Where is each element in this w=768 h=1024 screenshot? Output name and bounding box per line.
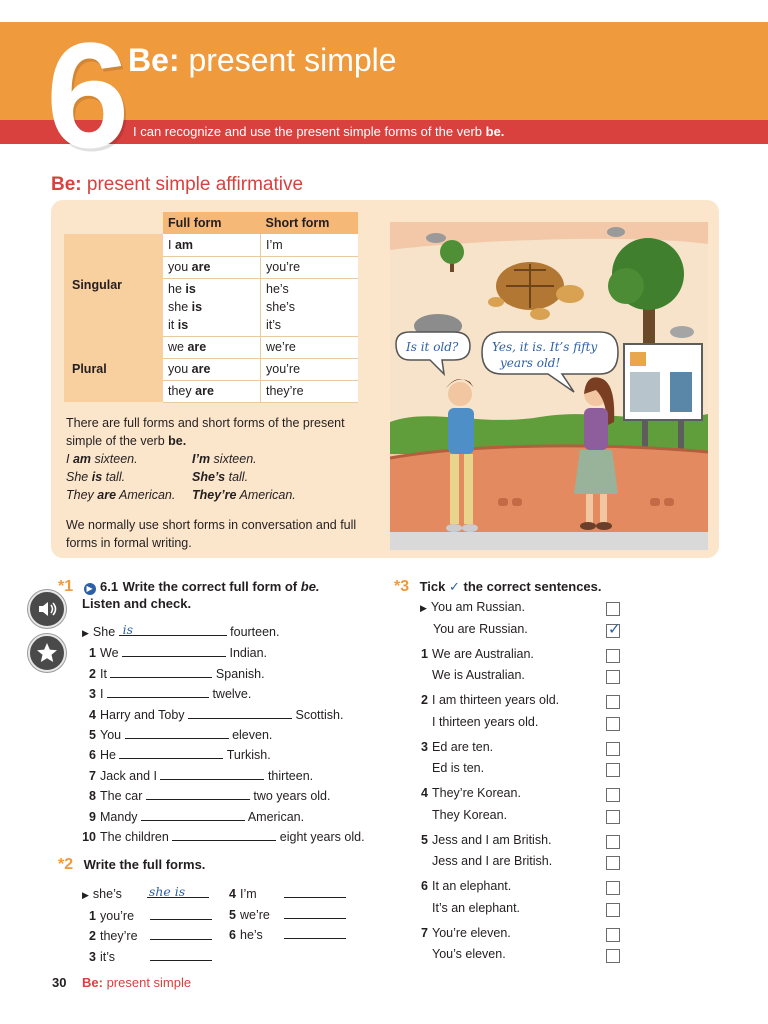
sentence-text: You are Russian. bbox=[433, 621, 528, 636]
grammar-table bbox=[64, 212, 358, 403]
example-marker-icon: ▶ bbox=[420, 603, 427, 613]
full-form-cell: he is she is it is bbox=[163, 278, 261, 336]
list-item bbox=[420, 854, 552, 868]
full-form-cell: we are bbox=[163, 336, 261, 358]
list-item bbox=[420, 668, 525, 682]
extra-practice-button[interactable] bbox=[28, 634, 66, 672]
list-item: ▶ she’s she is bbox=[82, 884, 212, 906]
sentence-text: They Korean. bbox=[432, 807, 508, 822]
tick-checkbox[interactable] bbox=[606, 670, 620, 684]
list-item: 3 it’s bbox=[82, 947, 212, 968]
tick-checkbox[interactable] bbox=[606, 763, 620, 777]
answer-line[interactable] bbox=[107, 685, 209, 698]
sentence-text: You’s eleven. bbox=[432, 947, 506, 961]
list-item: 2 It Spanish. bbox=[89, 666, 265, 681]
answer-line[interactable] bbox=[188, 706, 292, 719]
list-item bbox=[420, 947, 506, 961]
answer-line[interactable] bbox=[150, 907, 212, 920]
list-item: 9 Mandy American. bbox=[89, 809, 305, 824]
list-item: 7 Jack and I thirteen. bbox=[89, 768, 314, 783]
answer-line[interactable] bbox=[110, 665, 212, 678]
answer-line[interactable] bbox=[172, 828, 276, 841]
tick-checkbox[interactable] bbox=[606, 810, 620, 824]
answer-line[interactable] bbox=[125, 726, 229, 739]
sentence-text: Ed is ten. bbox=[432, 761, 485, 775]
difficulty-star-icon: * bbox=[58, 578, 65, 595]
bubble-right-text-1: Yes, it is. It’s fifty bbox=[492, 340, 598, 354]
exercise-2-right-column bbox=[222, 884, 346, 946]
answer-line[interactable] bbox=[284, 906, 346, 919]
list-item: 1 We are Australian. bbox=[421, 646, 534, 661]
exercise-2-left-column bbox=[82, 884, 212, 967]
exercise-1-items bbox=[82, 622, 365, 847]
list-item bbox=[420, 600, 525, 614]
list-item: 3 I twelve. bbox=[89, 687, 252, 702]
exercise-1-heading: *1 ▶ 6.1 Write the correct full form of be. bbox=[58, 578, 320, 595]
answer-line[interactable] bbox=[119, 746, 223, 759]
full-form-cell: they are bbox=[163, 380, 261, 402]
short-form-cell: you’re bbox=[261, 256, 359, 278]
audio-play-icon[interactable]: ▶ bbox=[84, 583, 96, 595]
audio-button[interactable] bbox=[28, 590, 66, 628]
answer-line[interactable] bbox=[284, 885, 346, 898]
list-item: 1 We Indian. bbox=[89, 646, 268, 661]
sentence-text: Jess and I are British. bbox=[432, 854, 553, 868]
tick-checkbox[interactable] bbox=[606, 835, 620, 849]
answer-line[interactable] bbox=[122, 644, 226, 657]
list-item: 5 You eleven. bbox=[89, 728, 273, 743]
answer-line[interactable] bbox=[150, 927, 212, 940]
answer-line[interactable]: she is bbox=[147, 885, 209, 898]
answer-line[interactable] bbox=[284, 926, 346, 939]
list-item: 6 He Turkish. bbox=[89, 748, 271, 763]
grammar-explanation bbox=[66, 414, 376, 552]
exercise-1-subtitle: Listen and check. bbox=[82, 596, 192, 611]
tick-icon: ✓ bbox=[608, 619, 621, 638]
answer-line[interactable] bbox=[160, 767, 264, 780]
tick-icon: ✓ bbox=[448, 579, 460, 594]
usage-note: We normally use short forms in conversation and full forms in formal writing. bbox=[66, 518, 357, 550]
sentence-text: We are Australian. bbox=[432, 646, 534, 661]
answer-line[interactable] bbox=[150, 948, 212, 961]
tick-checkbox[interactable] bbox=[606, 695, 620, 709]
tick-checkbox[interactable] bbox=[606, 788, 620, 802]
difficulty-star-icon: * bbox=[58, 856, 65, 873]
footer-title: Be: present simple bbox=[82, 975, 192, 990]
list-item: 8 The car two years old. bbox=[89, 789, 331, 804]
list-item: 4 I’m bbox=[222, 884, 346, 905]
example-marker-icon: ▶ bbox=[82, 628, 89, 638]
list-item bbox=[420, 761, 484, 775]
bubble-left-text: Is it old? bbox=[406, 340, 459, 354]
exercise-2-heading: *2 Write the full forms. bbox=[58, 856, 206, 873]
col-header-full: Full form bbox=[163, 212, 261, 234]
exercise-3-heading: *3 Tick ✓ the correct sentences. bbox=[394, 578, 602, 595]
star-icon bbox=[30, 636, 64, 670]
unit-objective: I can recognize and use the present simple forms of the verb be. bbox=[133, 124, 505, 139]
list-item: 3 Ed are ten. bbox=[421, 739, 494, 754]
list-item: 5 Jess and I am British. bbox=[421, 832, 552, 847]
full-form-cell: you are bbox=[163, 256, 261, 278]
short-form-cell: I’m bbox=[261, 234, 359, 256]
tick-checkbox[interactable] bbox=[606, 903, 620, 917]
full-form-cell: I am bbox=[163, 234, 261, 256]
list-item: 1 you’re bbox=[82, 906, 212, 927]
list-item: 2 they’re bbox=[82, 926, 212, 947]
unit-title: Be: present simple bbox=[128, 42, 397, 78]
sentence-text: I am thirteen years old. bbox=[432, 693, 560, 707]
list-item bbox=[420, 901, 520, 915]
short-form-cell: they’re bbox=[261, 380, 359, 402]
answer-line[interactable] bbox=[141, 808, 245, 821]
list-item: 7 You’re eleven. bbox=[421, 925, 511, 940]
short-form-cell: we’re bbox=[261, 336, 359, 358]
tick-checkbox[interactable] bbox=[606, 742, 620, 756]
answer-line[interactable] bbox=[146, 787, 250, 800]
tick-checkbox[interactable] bbox=[606, 602, 620, 616]
full-form-cell: you are bbox=[163, 358, 261, 380]
tick-checkbox[interactable] bbox=[606, 928, 620, 942]
speaker-icon bbox=[30, 592, 64, 626]
tick-checkbox[interactable] bbox=[606, 717, 620, 731]
example-marker-icon: ▶ bbox=[82, 890, 89, 900]
answer-line[interactable]: is bbox=[119, 623, 227, 636]
example-row: I am sixteen. I’m sixteen. bbox=[66, 452, 257, 466]
example-row: They are American. They’re American. bbox=[66, 488, 296, 502]
unit-number: 6 bbox=[46, 11, 126, 179]
row-label-singular: Singular bbox=[64, 234, 163, 336]
short-form-cell: you’re bbox=[261, 358, 359, 380]
col-header-short: Short form bbox=[261, 212, 359, 234]
tick-checkbox[interactable] bbox=[606, 881, 620, 895]
sentence-text: I thirteen years old. bbox=[432, 714, 539, 729]
sentence-text: Jess and I am British. bbox=[432, 832, 552, 847]
row-label-plural: Plural bbox=[64, 336, 163, 402]
list-item bbox=[420, 808, 507, 822]
sentence-text: It’s an elephant. bbox=[432, 900, 521, 915]
bubble-right-text-2: years old! bbox=[500, 356, 561, 370]
sentence-text: It an elephant. bbox=[432, 879, 512, 893]
tick-checkbox[interactable] bbox=[606, 856, 620, 870]
sentence-text: Ed are ten. bbox=[432, 739, 494, 754]
list-item: 4 Harry and Toby Scottish. bbox=[89, 707, 344, 722]
tick-checkbox[interactable] bbox=[606, 649, 620, 663]
sentence-text: They’re Korean. bbox=[432, 786, 521, 800]
list-item: 10 The children eight years old. bbox=[82, 830, 365, 845]
zoo-scene bbox=[390, 222, 708, 550]
page-number: 30 bbox=[52, 975, 67, 990]
exercise-1-example: ▶ She is fourteen. bbox=[82, 622, 280, 639]
short-form-cell: he’s she’s it’s bbox=[261, 278, 359, 336]
list-item: 6 he’s bbox=[222, 925, 346, 946]
list-item: 2 I am thirteen years old. bbox=[421, 693, 560, 707]
sentence-text: We is Australian. bbox=[432, 668, 525, 682]
tick-checkbox[interactable] bbox=[606, 619, 621, 638]
explanation-text: There are full forms and short forms of the present simple of the verb be. bbox=[66, 416, 345, 448]
sentence-text: You’re eleven. bbox=[432, 925, 511, 940]
sentence-text: You am Russian. bbox=[430, 600, 525, 614]
zoo-illustration bbox=[390, 222, 708, 550]
example-row: She is tall. She’s tall. bbox=[66, 470, 249, 484]
difficulty-star-icon: * bbox=[394, 578, 401, 595]
list-item: 6 It an elephant. bbox=[421, 879, 512, 893]
list-item: 5 we’re bbox=[222, 905, 346, 926]
tick-checkbox[interactable] bbox=[606, 949, 620, 963]
list-item bbox=[420, 622, 528, 636]
rock-icon bbox=[426, 233, 446, 243]
section-heading: Be: present simple affirmative bbox=[51, 174, 304, 195]
list-item: 4 They’re Korean. bbox=[421, 786, 521, 800]
list-item bbox=[420, 715, 538, 729]
